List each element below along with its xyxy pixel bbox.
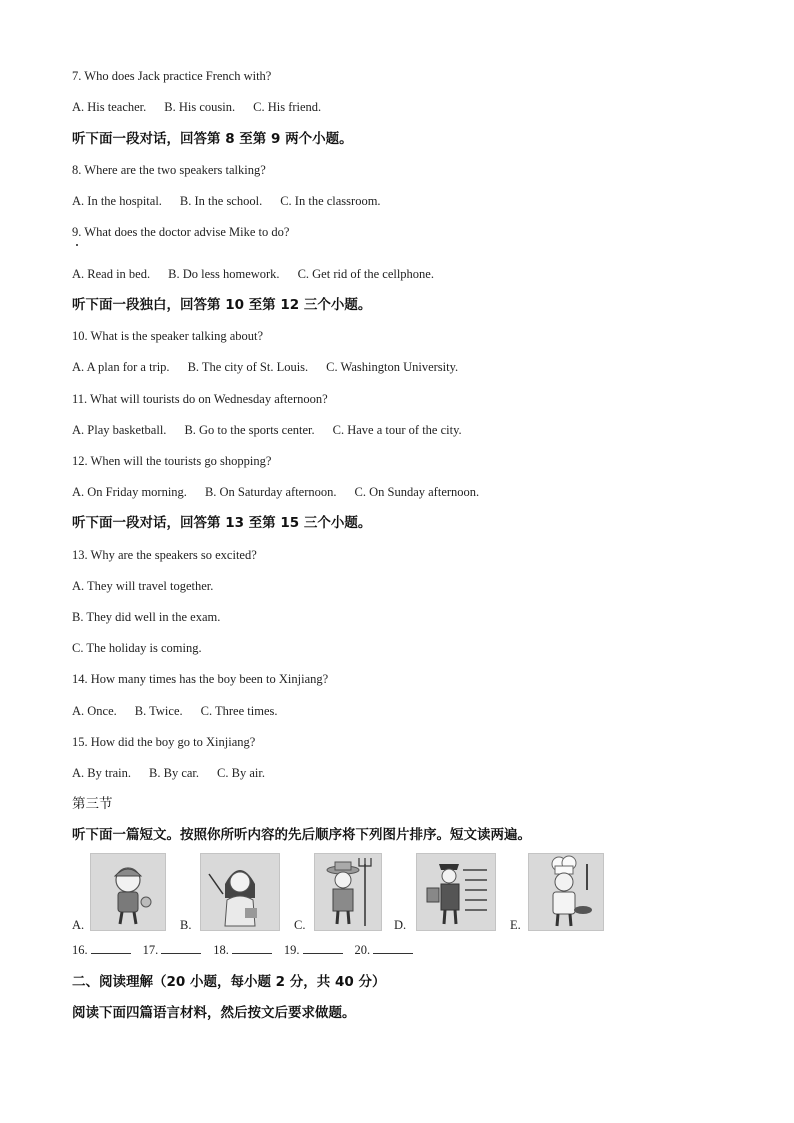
q11-option-b: B. Go to the sports center. xyxy=(184,423,315,437)
q8-option-c: C. In the classroom. xyxy=(280,194,381,208)
q10-option-a: A. A plan for a trip. xyxy=(72,360,170,374)
q15-option-a: A. By train. xyxy=(72,766,132,780)
picture-c xyxy=(294,853,384,935)
picture-options xyxy=(72,853,612,935)
picture-e-image xyxy=(528,853,604,931)
police-officer-illustration xyxy=(417,854,495,930)
section-3-title: 第三节 xyxy=(72,796,113,812)
picture-d-letter: D. xyxy=(394,918,407,932)
q8-question: 8. Where are the two speakers talking? xyxy=(72,163,266,177)
picture-a-image xyxy=(90,853,166,931)
picture-b-image xyxy=(200,853,280,931)
instruction-13-15: 听下面一段对话，回答第 13 至第 15 三个小题。 xyxy=(72,515,372,531)
q7-options xyxy=(72,99,321,115)
picture-e-letter: E. xyxy=(510,918,521,932)
picture-a-letter: A. xyxy=(72,918,85,932)
q11-option-a: A. Play basketball. xyxy=(72,423,167,437)
q13-question: 13. Why are the speakers so excited? xyxy=(72,548,257,562)
q13-option-c: C. The holiday is coming. xyxy=(72,641,202,655)
q13-option-a: A. They will travel together. xyxy=(72,579,214,593)
part-2-title: 二、阅读理解（20 小题，每小题 2 分，共 40 分） xyxy=(72,974,386,990)
stray-mark xyxy=(76,244,78,246)
q11-options xyxy=(72,422,462,438)
q10-option-b: B. The city of St. Louis. xyxy=(187,360,309,374)
q15-option-b: B. By car. xyxy=(149,766,200,780)
q8-option-b: B. In the school. xyxy=(179,194,263,208)
q12-option-a: A. On Friday morning. xyxy=(72,485,187,499)
q10-options xyxy=(72,359,458,375)
q15-option-c: C. By air. xyxy=(217,766,265,780)
q15-question: 15. How did the boy go to Xinjiang? xyxy=(72,735,256,749)
q14-question: 14. How many times has the boy been to Xinjiang? xyxy=(72,672,329,686)
q8-options xyxy=(72,193,381,209)
q7-option-a: A. His teacher. xyxy=(72,100,147,114)
woman-teacher-illustration xyxy=(201,854,279,930)
q11-question: 11. What will tourists do on Wednesday afternoon? xyxy=(72,392,328,406)
q7-question: 7. Who does Jack practice French with? xyxy=(72,69,272,83)
q9-options xyxy=(72,266,434,282)
q10-option-c: C. Washington University. xyxy=(326,360,459,374)
q12-option-b: B. On Saturday afternoon. xyxy=(204,485,337,499)
q12-option-c: C. On Sunday afternoon. xyxy=(354,485,480,499)
q14-option-b: B. Twice. xyxy=(134,704,183,718)
q10-question: 10. What is the speaker talking about? xyxy=(72,329,264,343)
picture-d-image xyxy=(416,853,496,931)
picture-c-letter: C. xyxy=(294,918,306,932)
picture-e xyxy=(510,853,610,935)
q9-option-c: C. Get rid of the cellphone. xyxy=(297,267,434,281)
q15-options xyxy=(72,765,265,781)
answer-blanks xyxy=(72,942,425,958)
q7-option-c: C. His friend. xyxy=(253,100,322,114)
q8-option-a: A. In the hospital. xyxy=(72,194,162,208)
part-2-instruction: 阅读下面四篇语言材料，然后按文后要求做题。 xyxy=(72,1005,356,1021)
q9-question: 9. What does the doctor advise Mike to do? xyxy=(72,225,290,239)
picture-d xyxy=(394,853,498,935)
q12-options xyxy=(72,484,479,500)
picture-b-letter: B. xyxy=(180,918,192,932)
q12-question: 12. When will the tourists go shopping? xyxy=(72,454,272,468)
farmer-illustration xyxy=(315,854,381,930)
blank-20[interactable]: 20. xyxy=(355,942,414,958)
boy-cap-illustration xyxy=(91,854,165,930)
picture-c-image xyxy=(314,853,382,931)
blank-19[interactable]: 19. xyxy=(284,942,343,958)
blank-17[interactable]: 17. xyxy=(143,942,202,958)
instruction-16-20: 听下面一篇短文。按照你所听内容的先后顺序将下列图片排序。短文读两遍。 xyxy=(72,827,531,843)
blank-18[interactable]: 18. xyxy=(213,942,272,958)
picture-a xyxy=(72,853,172,935)
q9-option-b: B. Do less homework. xyxy=(168,267,280,281)
blank-16[interactable]: 16. xyxy=(72,942,131,958)
instruction-10-12: 听下面一段独白，回答第 10 至第 12 三个小题。 xyxy=(72,297,372,313)
q14-option-c: C. Three times. xyxy=(200,704,278,718)
q9-option-a: A. Read in bed. xyxy=(72,267,151,281)
instruction-8-9: 听下面一段对话，回答第 8 至第 9 两个小题。 xyxy=(72,131,353,147)
q13-option-b: B. They did well in the exam. xyxy=(72,610,221,624)
picture-b xyxy=(180,853,286,935)
q7-option-b: B. His cousin. xyxy=(164,100,236,114)
chef-illustration xyxy=(529,854,603,930)
q11-option-c: C. Have a tour of the city. xyxy=(332,423,462,437)
q14-options xyxy=(72,703,277,719)
q14-option-a: A. Once. xyxy=(72,704,117,718)
